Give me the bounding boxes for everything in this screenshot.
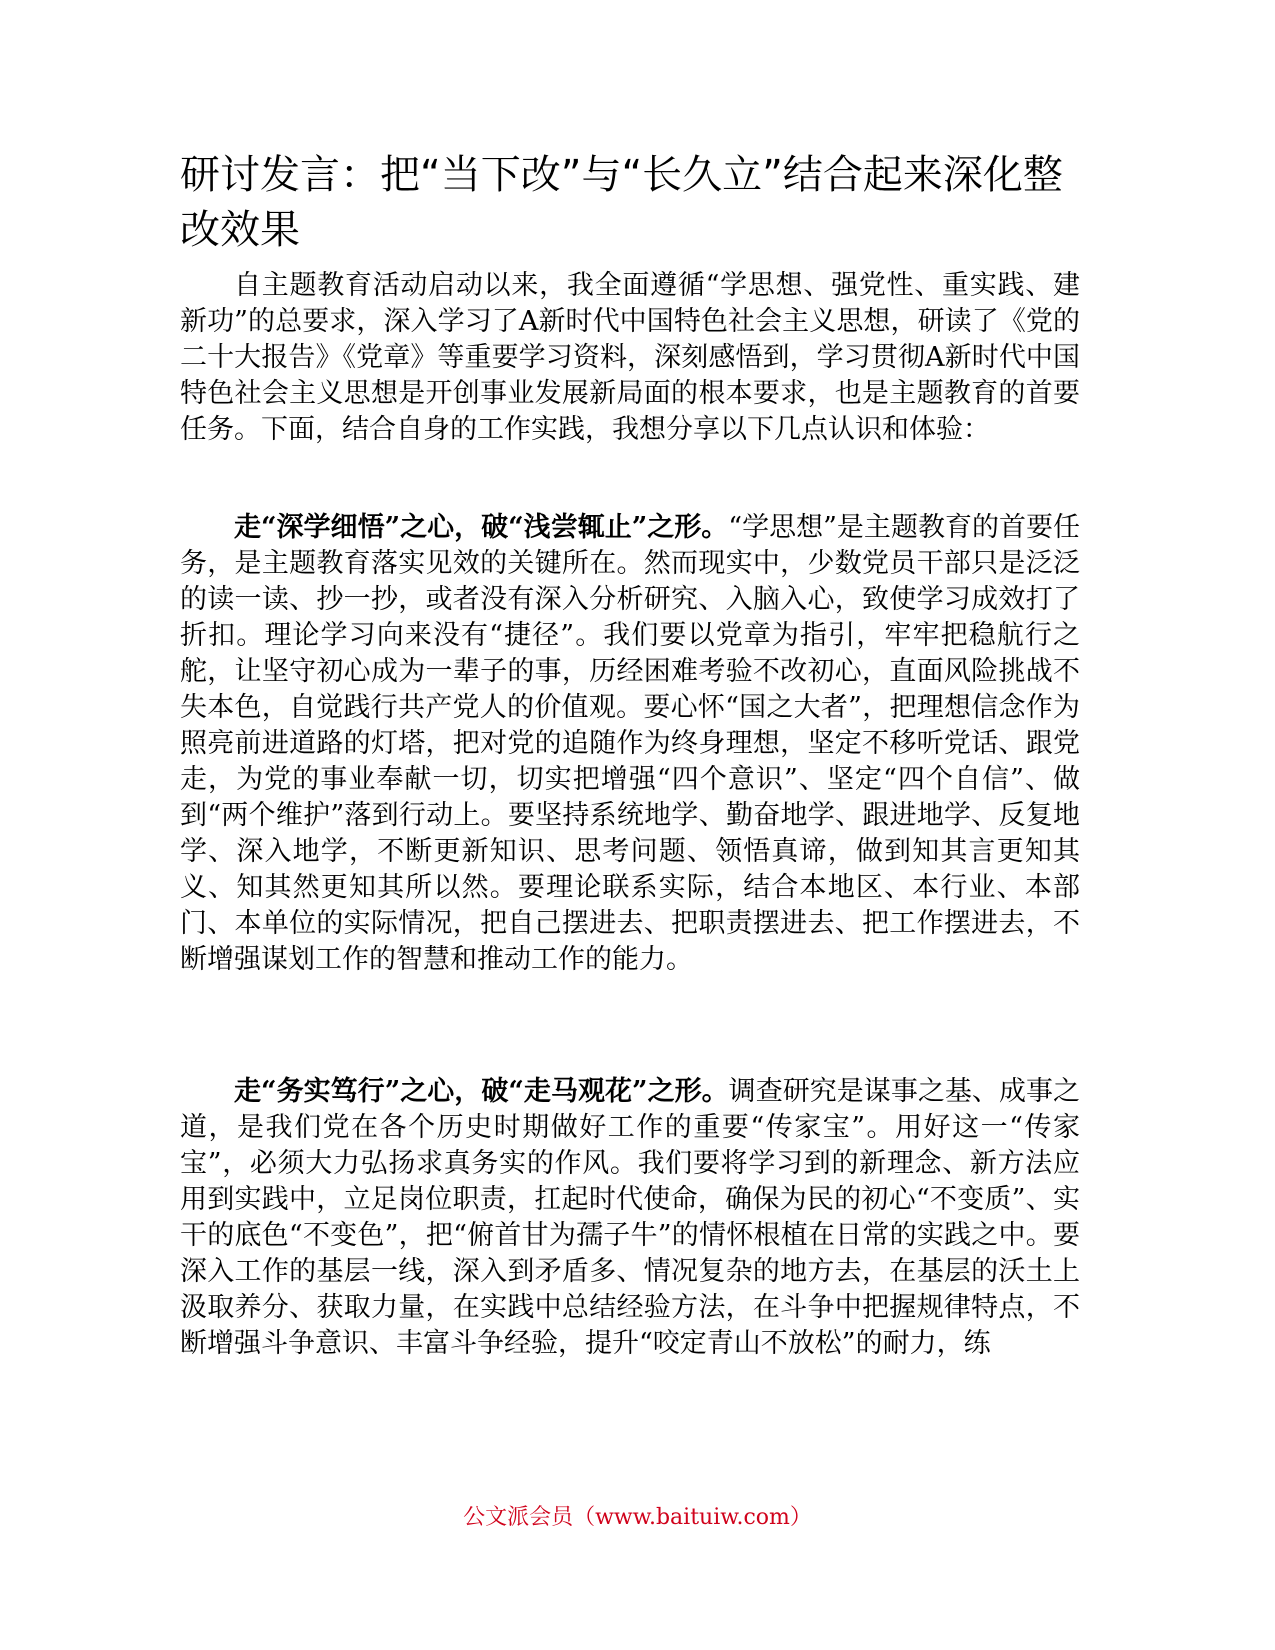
document-title: 研讨发言：把“当下改”与“长久立”结合起来深化整改效果 bbox=[180, 152, 1063, 253]
section-2-text: 调查研究是谋事之基、成事之道，是我们党在各个历史时期做好工作的重要“传家宝”。用好这一“传家宝”，必须大力弘扬求真务实的作风。我们要将学习到的新理念、新方法应用到实践中，立足岗位职责，扛起时代使命，确保为民的初心“不变质”、实干的底色“不变色”，把“俯首甘为孺子牛”的情怀根植在日常的实践之中。要深入工作的基层一线，深入到矛盾多、情况复杂的地方去，在基层的沃土上汲取养分、获取力量，在实践中总结经验方法，在斗争中把握规律特点，不断增强斗争意识、丰富斗争经验，提升“咬定青山不放松”的耐力，练 bbox=[180, 1076, 1080, 1359]
section-paragraph-1 bbox=[180, 510, 1080, 978]
section-1-text: “学思想”是主题教育的首要任务，是主题教育落实见效的关键所在。然而现实中，少数党员干部只是泛泛的读一读、抄一抄，或者没有深入分析研究、入脑入心，致使学习成效打了折扣。理论学习向来没有“捷径”。我们要以党章为指引，牢牢把稳航行之舵，让坚守初心成为一辈子的事，历经困难考验不改初心，直面风险挑战不失本色，自觉践行共产党人的价值观。要心怀“国之大者”，把理想信念作为照亮前进道路的灯塔，把对党的追随作为终身理想，坚定不移听党话、跟党走，为党的事业奉献一切，切实把增强“四个意识”、坚定“四个自信”、做到“两个维护”落到行动上。要坚持系统地学、勤奋地学、跟进地学、反复地学、深入地学，不断更新知识、思考问题、领悟真谛，做到知其言更知其义、知其然更知其所以然。要理论联系实际，结合本地区、本行业、本部门、本单位的实际情况，把自己摆进去、把职责摆进去、把工作摆进去，不断增强谋划工作的智慧和推动工作的能力。 bbox=[180, 512, 1080, 975]
section-2-lead: 走“务实笃行”之心，破“走马观花”之形。 bbox=[234, 1076, 729, 1107]
section-paragraph-2 bbox=[180, 1074, 1080, 1362]
footer-watermark-text: 公文派会员（www.baituiw.com） bbox=[463, 1505, 812, 1530]
intro-paragraph: 自主题教育活动启动以来，我全面遵循“学思想、强党性、重实践、建新功”的总要求，深入学习了A新时代中国特色社会主义思想，研读了《党的二十大报告》《党章》等重要学习资料，深刻感悟到，学习贯彻A新时代中国特色社会主义思想是开创事业发展新局面的根本要求，也是主题教育的首要任务。下面，结合自身的工作实践，我想分享以下几点认识和体验： bbox=[180, 270, 1080, 445]
section-1-lead: 走“深学细悟”之心，破“浅尝辄止”之形。 bbox=[234, 512, 729, 543]
